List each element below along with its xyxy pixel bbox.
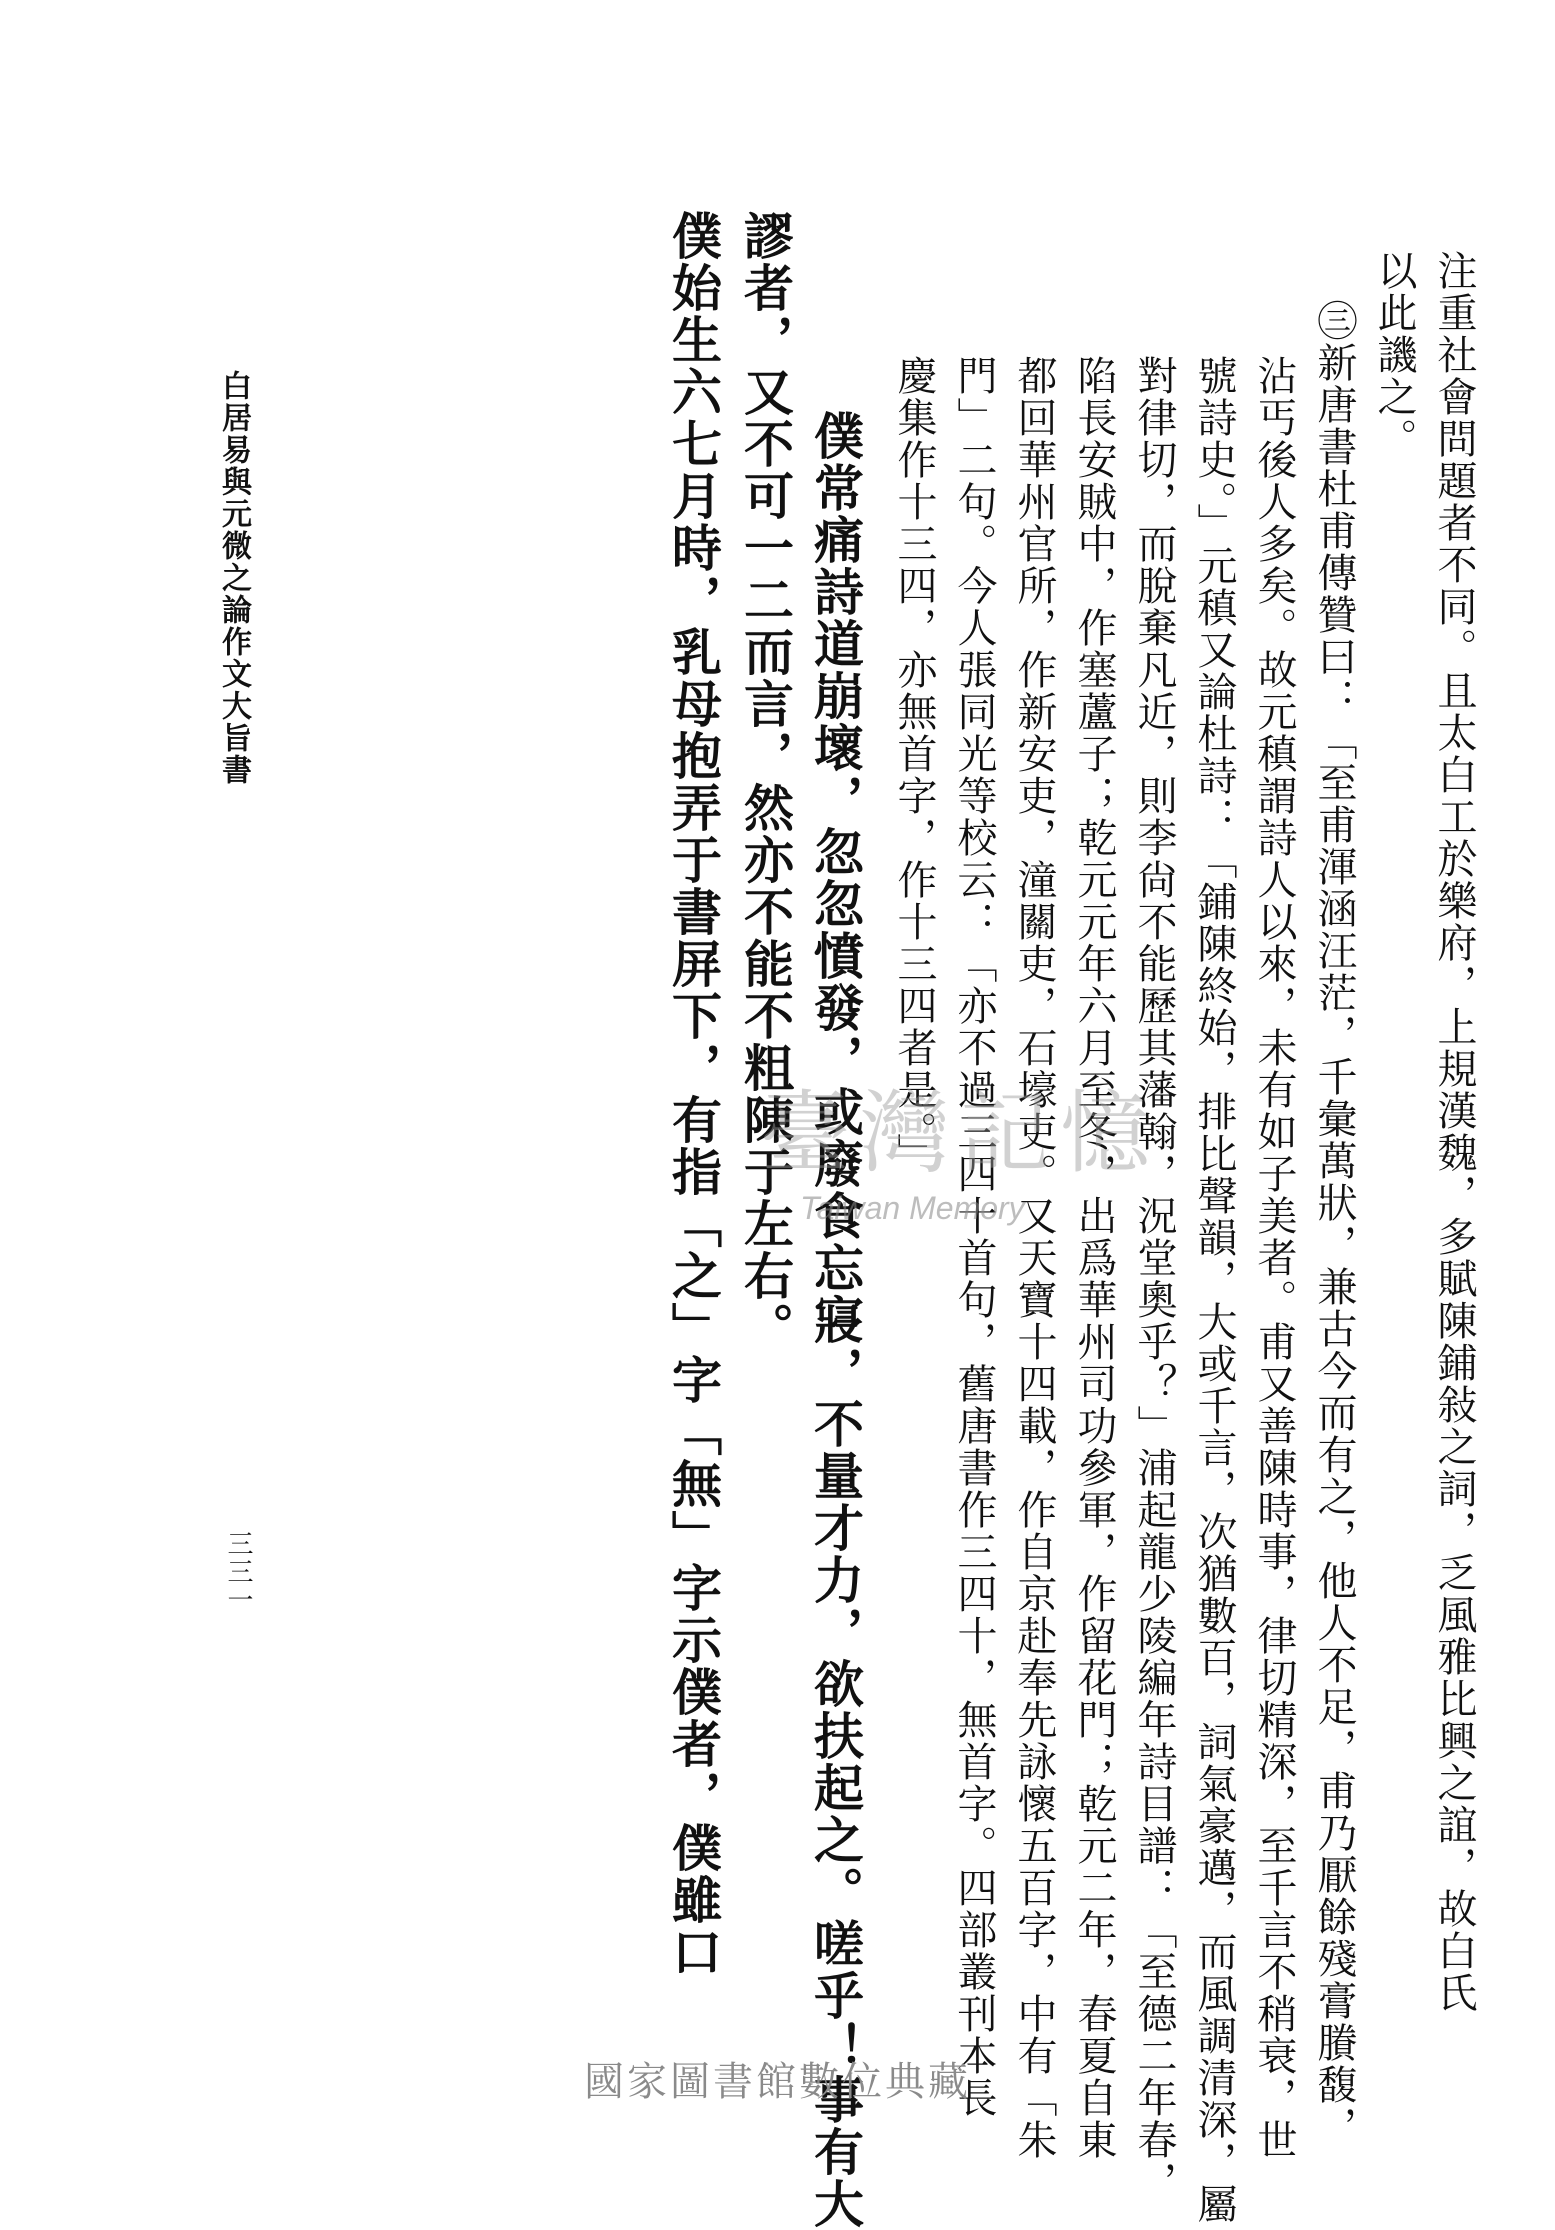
note-column-7: 陷長安賊中，作塞蘆子；乾元元年六月至冬，出爲華州司功參軍，作留花門；乾元二年，春夏自東 (1071, 355, 1117, 2161)
note-column-2: 以此譏之。 (1371, 250, 1417, 460)
note-column-10: 慶集作十三四，亦無首字，作十三四者是。」 (891, 355, 937, 1175)
note-column-6: 對律切，而脫棄凡近，則李尙不能歷其藩翰，況堂奧乎？」浦起龍少陵編年詩目譜：「至德二年春， (1131, 355, 1177, 2203)
main-text-column-2: 謬者，又不可一二而言，然亦不能不粗陳于左右。 (736, 210, 795, 1354)
side-title: 白居易與元微之論作文大旨書 (216, 370, 251, 786)
note-column-5: 號詩史。」元稹又論杜詩：「鋪陳終始，排比聲韻，大或千言，次猶數百，詞氣豪邁，而風調清深，屬 (1191, 355, 1237, 2225)
watermark (760, 1060, 1280, 1226)
watermark-english: Taiwan Memory (800, 1190, 1025, 1226)
main-text-column-1: 僕常痛詩道崩壞，忽忽憤發，或廢食忘寢，不量才力，欲扶起之。嗟乎！事有大 (806, 410, 865, 2230)
note-column-9: 門」二句。今人張同光等校云：「亦不過三四十首句，舊唐書作三四十，無首字。四部叢刊本長 (951, 355, 997, 2119)
note-column-4: 沾丐後人多矣。故元稹謂詩人以來，未有如子美者。甫又善陳時事，律切精深，至千言不稍衰，世 (1251, 355, 1297, 2161)
main-text-column-3: 僕始生六七月時，乳母抱弄于書屏下，有指「之」字「無」字示僕者，僕雖口 (664, 210, 723, 1978)
note-column-3: ㊂新唐書杜甫傳贊曰：「至甫渾涵汪茫，千彙萬狀，兼古今而有之，他人不足，甫乃厭餘殘膏賸馥， (1311, 300, 1357, 2148)
watermark-chinese: 臺灣記憶 (760, 1081, 1160, 1186)
note-column-8: 都回華州官所，作新安吏，潼關吏，石壕吏。又天寶十四載，作自京赴奉先詠懷五百字，中有「朱 (1011, 355, 1057, 2161)
note-column-1: 注重社會問題者不同。且太白工於樂府，上規漢魏，多賦陳鋪敍之詞，乏風雅比興之誼，故白氏 (1431, 250, 1477, 2014)
footer-library-credit: 國家圖書館數位典藏 (584, 2059, 971, 2105)
page-number: 三三一 (223, 1530, 253, 1614)
